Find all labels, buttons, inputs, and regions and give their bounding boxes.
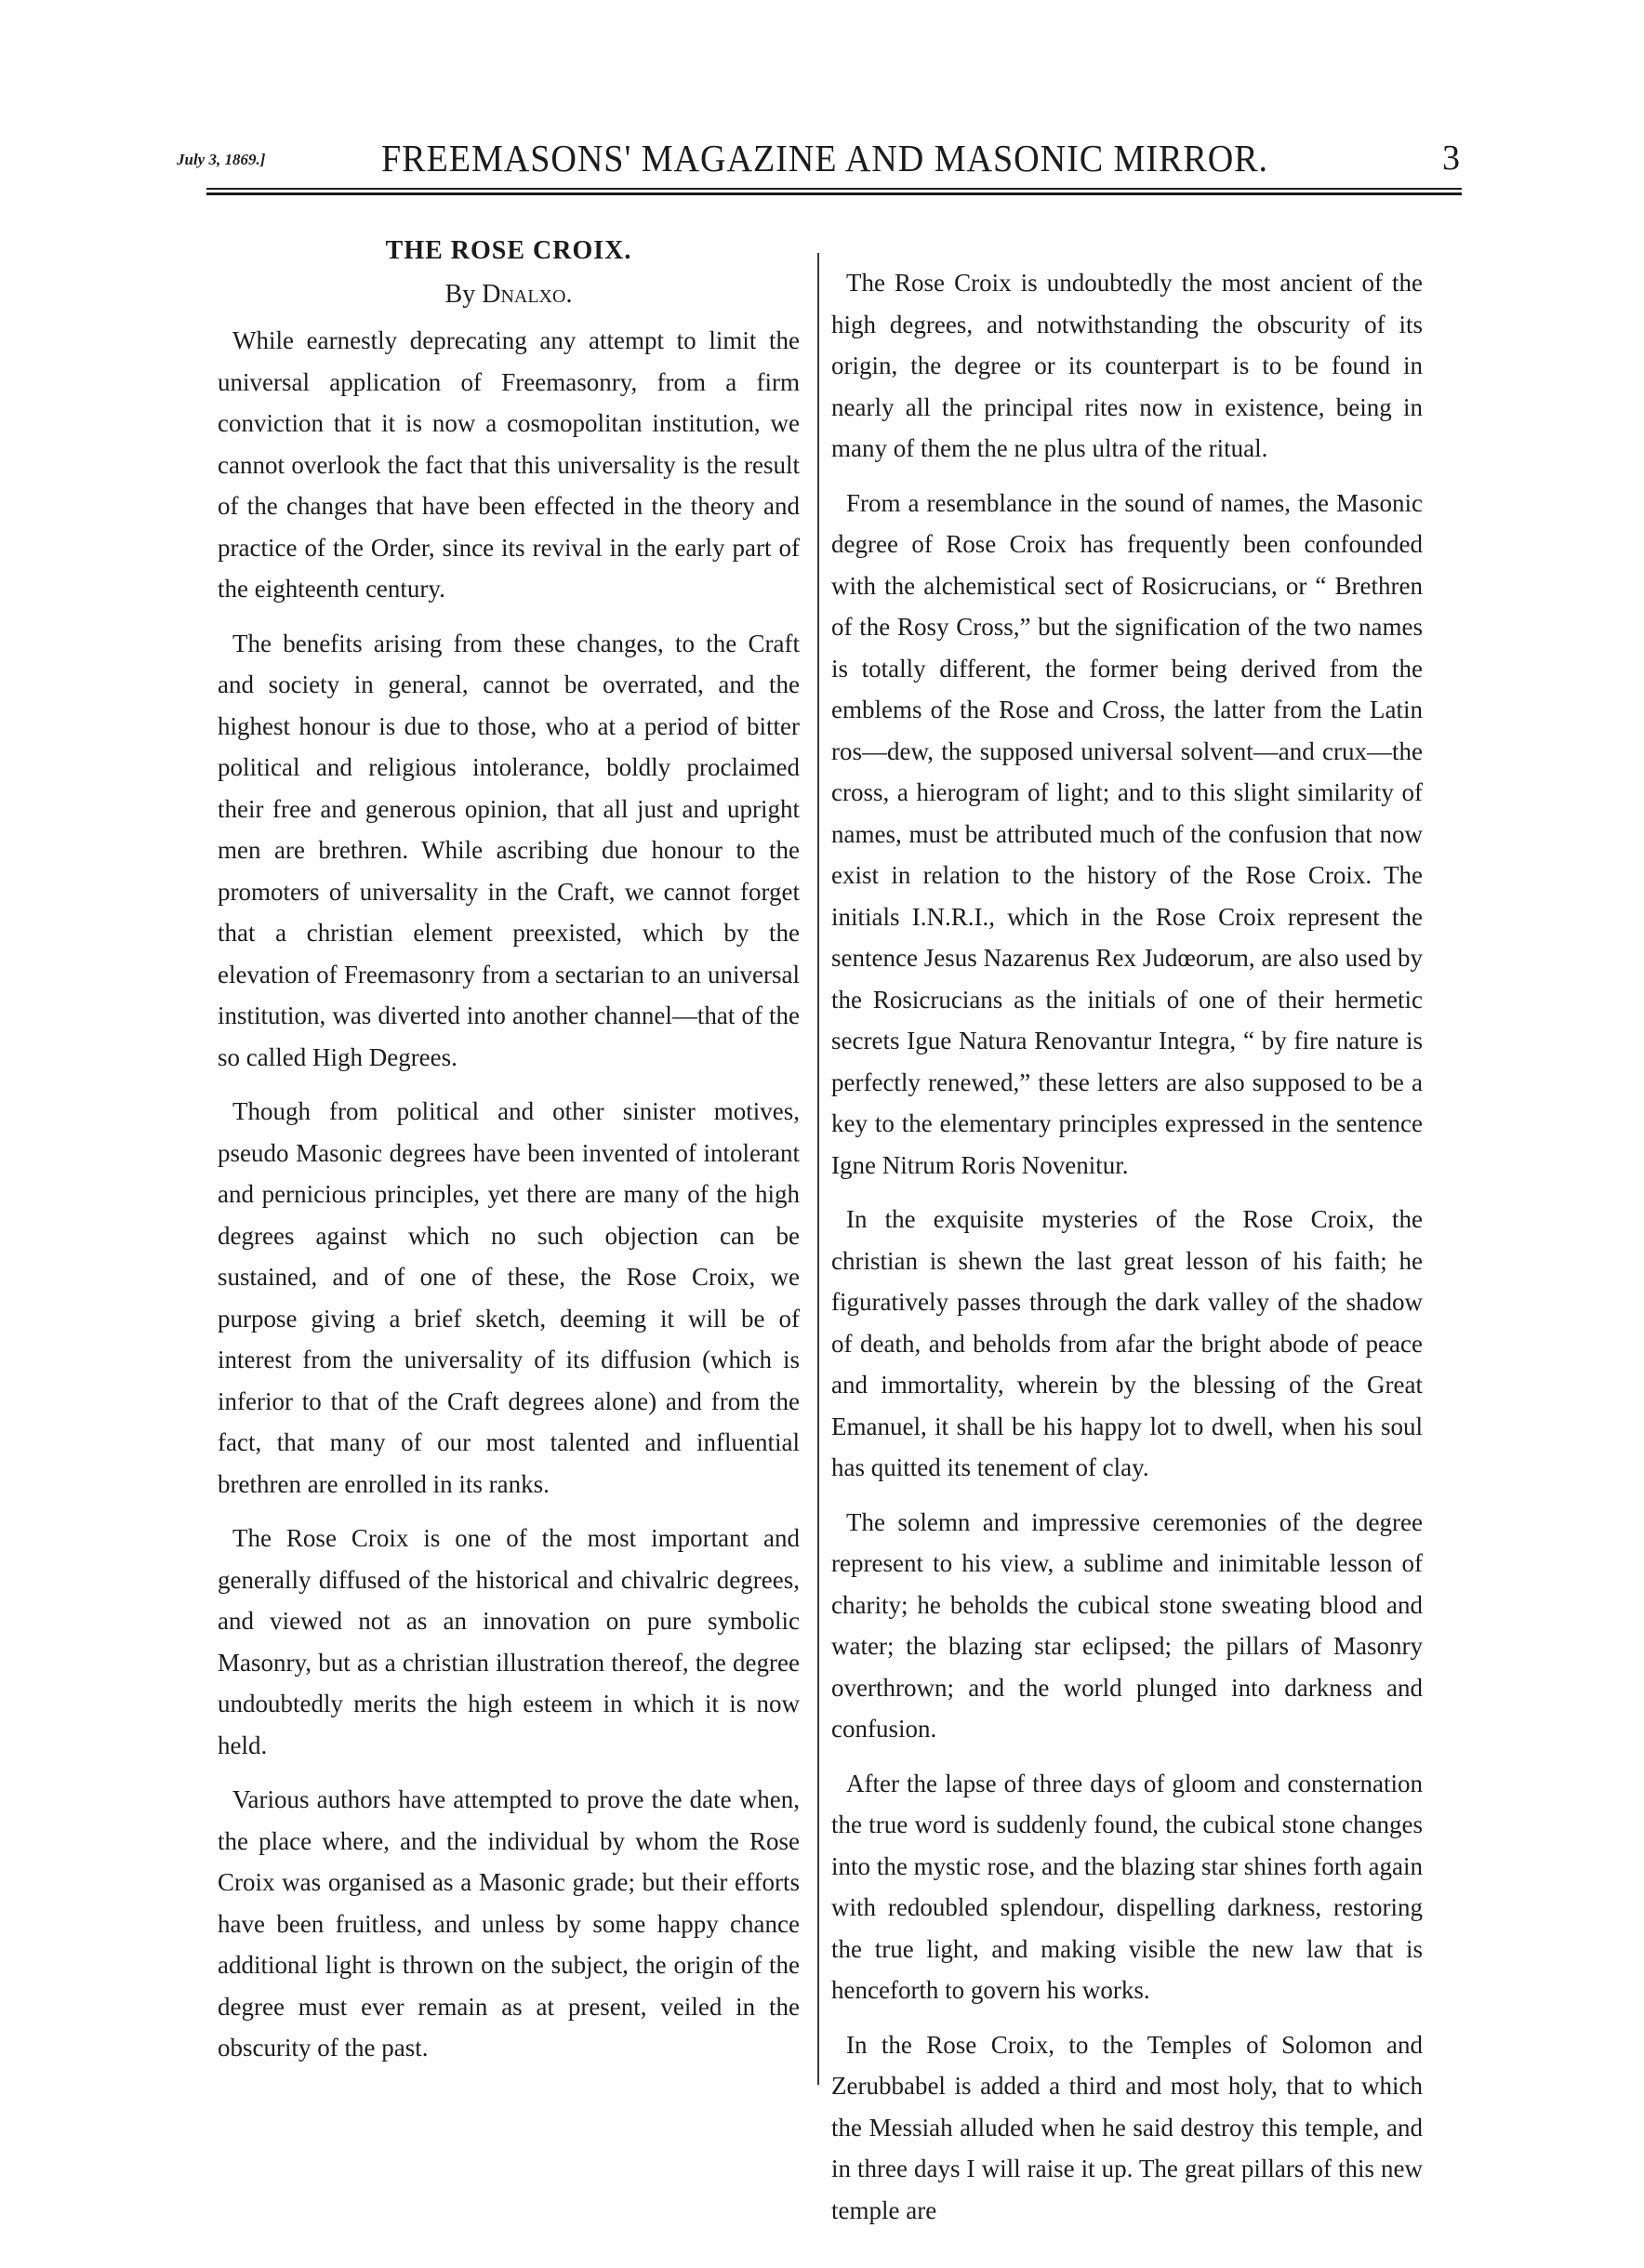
article-title: THE ROSE CROIX.: [385, 236, 632, 265]
paragraph: The benefits arising from these changes, to the Craft and society in general, cannot be overrated, and the highest honour is due to those, who at a period of bitter political and religious intolerance, boldly proclaimed their free and generous opinion, that all just and upright men are brethren. While ascribing due honour to the promoters of universality in the Craft, we cannot forget that a christian element preexisted, which by the elevation of Freemasonry from a sectarian to an universal institution, was diverted into another channel—that of the so called High Degrees.: [218, 629, 800, 1071]
header-rule-thick: [206, 192, 1462, 195]
magazine-title: FREEMASONS' MAGAZINE AND MASONIC MIRROR.: [381, 137, 1269, 179]
paragraph: In the exquisite mysteries of the Rose Croix, the christian is shewn the last great lesson of his faith; he figuratively passes through the dark valley of the shadow of death, and beholds from afar the bright abode of peace and immortality, wherein by the blessing of the Great Emanuel, it shall be his happy lot to dwell, when his soul has quitted its tenement of clay.: [831, 1205, 1423, 1481]
paragraph: In the Rose Croix, to the Temples of Solomon and Zerubbabel is added a third and most holy, that to which the Messiah alluded when he said destroy this temple, and in three days I will raise it up. The great pillars of this new temple are: [831, 2030, 1423, 2224]
paragraph: The Rose Croix is undoubtedly the most ancient of the high degrees, and notwithstanding the obscurity of its origin, the degree or its counterpart is to be found in nearly all the principal rites now in existence, being in many of them the ne plus ultra of the ritual.: [831, 269, 1423, 462]
left-column: [218, 231, 800, 2082]
column-divider: [817, 253, 819, 2085]
paragraph: From a resemblance in the sound of names, the Masonic degree of Rose Croix has frequently been confounded with the alchemistical sect of Rosicrucians, or “ Brethren of the Rosy Cross,” but the signification of the two names is totally different, the former being derived from the emblems of the Rose and Cross, the latter from the Latin ros—dew, the supposed universal solvent—and crux—the cross, a hierogram of light; and to this slight similarity of names, must be attributed much of the confusion that now exist in relation to the history of the Rose Croix. The initials I.N.R.I., which in the Rose Croix represent the sentence Jesus Nazarenus Rex Judœorum, are also used by the Rosicrucians as the initials of one of their hermetic secrets Igue Natura Renovantur Integra, “ by fire nature is perfectly renewed,” these letters are also supposed to be a key to the elementary principles expressed in the sentence Igne Nitrum Roris Novenitur.: [831, 488, 1423, 1179]
paragraph: The solemn and impressive ceremonies of the degree represent to his view, a sublime and inimitable lesson of charity; he beholds the cubical stone sweating blood and water; the blazing star eclipsed; the pillars of Masonry overthrown; and the world plunged into darkness and confusion.: [831, 1507, 1423, 1743]
issue-date: July 3, 1869.]: [177, 151, 266, 168]
paragraph: While earnestly deprecating any attempt to limit the universal application of Freemasonry, from a firm conviction that it is now a cosmopolitan institution, we cannot overlook the fact that this universality is the result of the changes that have been effected in the theory and practice of the Order, since its revival in the early part of the eighteenth century.: [218, 326, 800, 603]
right-column: [831, 262, 1423, 2244]
author-name: Dnalxo.: [482, 280, 573, 309]
paragraph: Though from political and other sinister motives, pseudo Masonic degrees have been invented of intolerant and pernicious principles, yet there are many of the high degrees against which no such objection can be sustained, and of one of these, the Rose Croix, we purpose giving a brief sketch, deeming it will be of interest from the universality of its diffusion (which is inferior to that of the Craft degrees alone) and from the fact, that many of our most talented and influential brethren are enrolled in its ranks.: [218, 1097, 800, 1498]
paragraph: Various authors have attempted to prove the date when, the place where, and the individual by whom the Rose Croix was organised as a Masonic grade; but their efforts have been fruitless, and unless by some happy chance additional light is thrown on the subject, the origin of the degree must ever remain as at present, veiled in the obscurity of the past.: [218, 1785, 800, 2062]
page-number: 3: [1442, 139, 1460, 178]
paragraph: The Rose Croix is one of the most important and generally diffused of the historical and chivalric degrees, and viewed not as an innovation on pure symbolic Masonry, but as a christian illustration thereof, the degree undoubtedly merits the high esteem in which it is now held.: [218, 1524, 800, 1759]
paragraph: After the lapse of three days of gloom and consternation the true word is suddenly found, the cubical stone changes into the mystic rose, and the blazing star shines forth again with redoubled splendour, dispelling darkness, restoring the true light, and making visible the new law that is henceforth to govern his works.: [831, 1769, 1423, 2004]
byline: [218, 272, 800, 318]
header-rule-thin: [206, 188, 1462, 190]
page-header: [177, 132, 1460, 179]
byline-prefix: By: [444, 280, 476, 309]
